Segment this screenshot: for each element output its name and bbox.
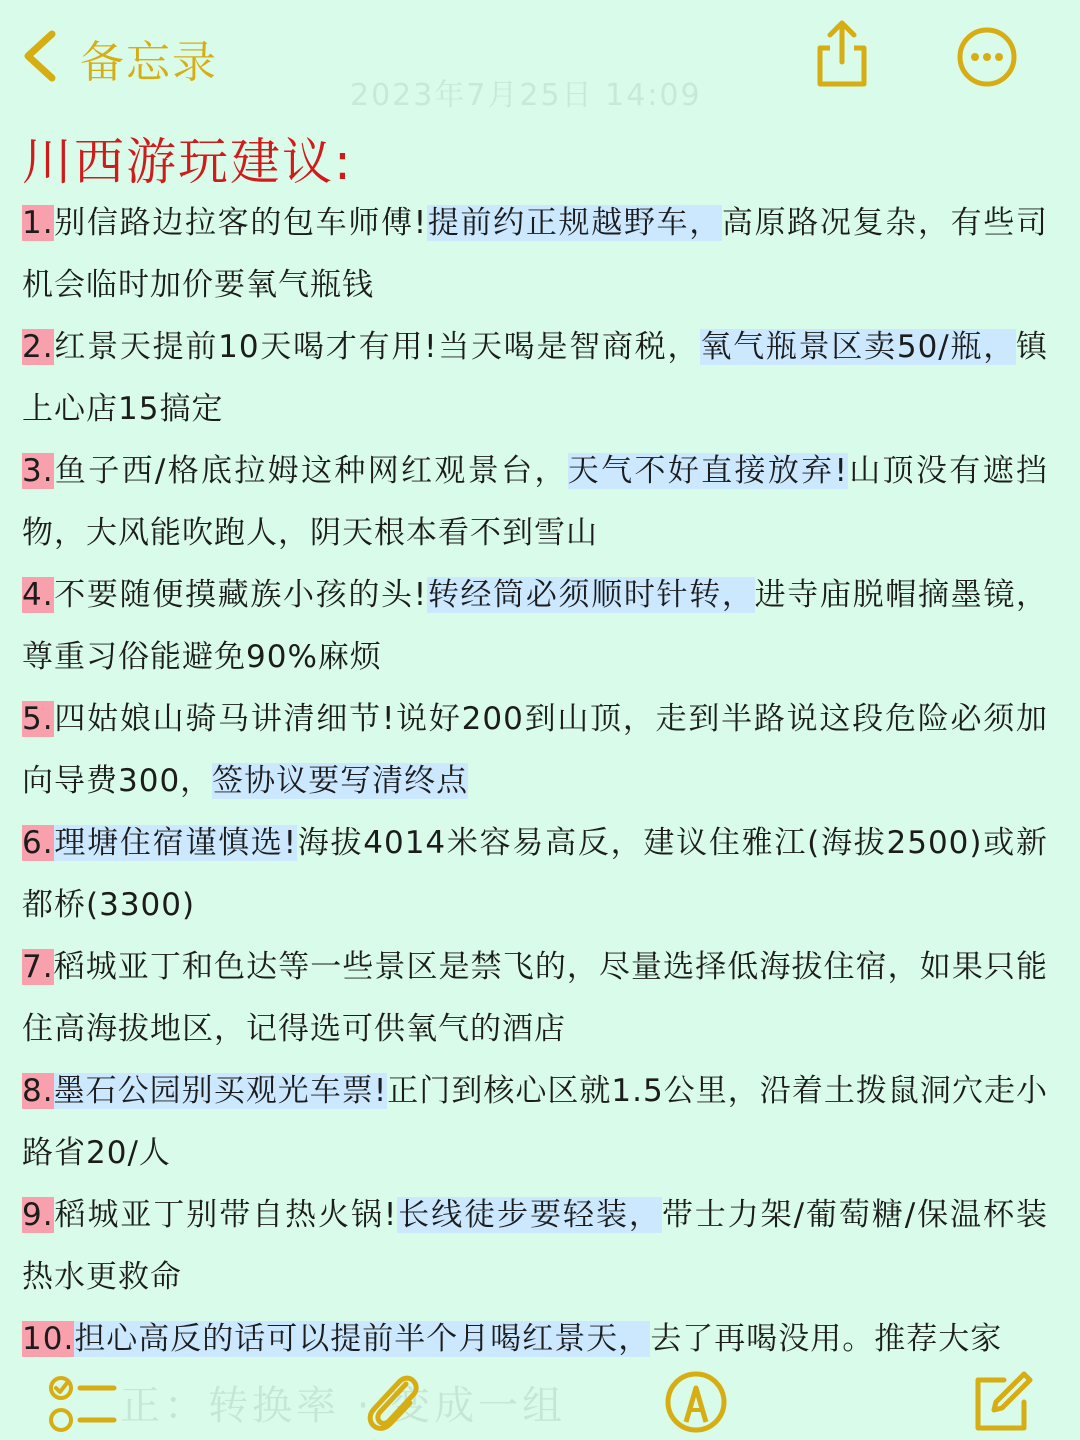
back-button-label[interactable]: 备忘录 (80, 37, 218, 88)
item-rest: 山顶没有遮挡物，大风能吹跑人，阴天根本看不到雪山 (22, 453, 1048, 551)
item-rest: 进寺庙脱帽摘墨镜，尊重习俗能避免90%麻烦 (22, 577, 1049, 675)
faint-overlay-text: 正：转换率 · 变成一组 (120, 1383, 567, 1429)
item-number: 7. (22, 949, 54, 985)
note-item (22, 1060, 1048, 1184)
item-number: 8. (22, 1073, 54, 1109)
note-body[interactable] (22, 192, 1048, 1370)
note-item (22, 936, 1048, 1060)
item-highlight: 长线徒步要轻装， (397, 1197, 662, 1233)
note-item (22, 316, 1048, 440)
item-text: 四姑娘山骑马讲清细节!说好200到山顶，走到半路说这段危险必须加向导费300， (22, 701, 1048, 799)
item-highlight: 转经筒必须顺时针转， (427, 577, 755, 613)
bottom-toolbar (0, 1362, 1080, 1440)
item-text: 别信路边拉客的包车师傅! (53, 205, 428, 241)
item-number: 5. (22, 701, 54, 737)
paperclip-icon[interactable] (360, 1366, 424, 1440)
item-highlight: 担心高反的话可以提前半个月喝红景天， (74, 1321, 651, 1357)
item-number: 2. (22, 329, 54, 365)
note-item (22, 192, 1048, 316)
note-item (22, 1308, 1048, 1370)
item-highlight: 墨石公园别买观光车票! (53, 1073, 388, 1109)
item-number: 10. (22, 1321, 75, 1357)
item-number: 3. (22, 453, 54, 489)
item-rest: 高原路况复杂，有些司机会临时加价要氧气瓶钱 (22, 205, 1049, 303)
faint-note-date: 2023年7月25日 14:09 (350, 78, 702, 113)
item-number: 4. (22, 577, 54, 613)
item-rest: 去了再喝没用。推荐大家 (650, 1321, 1003, 1357)
item-highlight: 天气不好直接放弃! (567, 453, 848, 489)
item-text: 鱼子西/格底拉姆这种网红观景台， (53, 453, 568, 489)
note-item (22, 440, 1048, 564)
checklist-icon[interactable] (48, 1374, 118, 1436)
item-text: 不要随便摸藏族小孩的头! (53, 577, 428, 613)
item-number: 9. (22, 1197, 54, 1233)
note-item (22, 564, 1048, 688)
item-text: 稻城亚丁和色达等一些景区是禁飞的，尽量选择低海拔住宿，如果只能住高海拔地区，记得选可供氧气的酒店 (22, 949, 1048, 1047)
item-text: 红景天提前10天喝才有用!当天喝是智商税， (53, 329, 701, 365)
note-title: 川西游玩建议: (22, 133, 353, 191)
note-item (22, 688, 1048, 812)
note-item (22, 1184, 1048, 1308)
item-rest: 海拔4014米容易高反，建议住雅江(海拔2500)或新都桥(3300) (22, 825, 1048, 923)
compose-icon[interactable] (968, 1368, 1036, 1436)
more-icon[interactable] (956, 26, 1018, 88)
item-number: 6. (22, 825, 54, 861)
note-item (22, 812, 1048, 936)
item-highlight: 理塘住宿谨慎选! (53, 825, 298, 861)
item-rest: 镇上心店15搞定 (22, 329, 1048, 427)
item-highlight: 氧气瓶景区卖50/瓶， (700, 329, 1016, 365)
chevron-left-icon[interactable] (18, 28, 62, 84)
item-rest: 带士力架/葡萄糖/保温杯装热水更救命 (22, 1197, 1049, 1295)
item-rest: 正门到核心区就1.5公里，沿着土拨鼠洞穴走小路省20/人 (22, 1073, 1048, 1171)
item-text: 稻城亚丁别带自热火锅! (53, 1197, 398, 1233)
item-number: 1. (22, 205, 54, 241)
item-highlight: 签协议要写清终点 (212, 763, 469, 799)
top-navigation-bar (0, 0, 1080, 113)
item-highlight: 提前约正规越野车， (427, 205, 722, 241)
markup-pen-icon[interactable] (664, 1370, 728, 1434)
share-icon[interactable] (812, 18, 872, 90)
